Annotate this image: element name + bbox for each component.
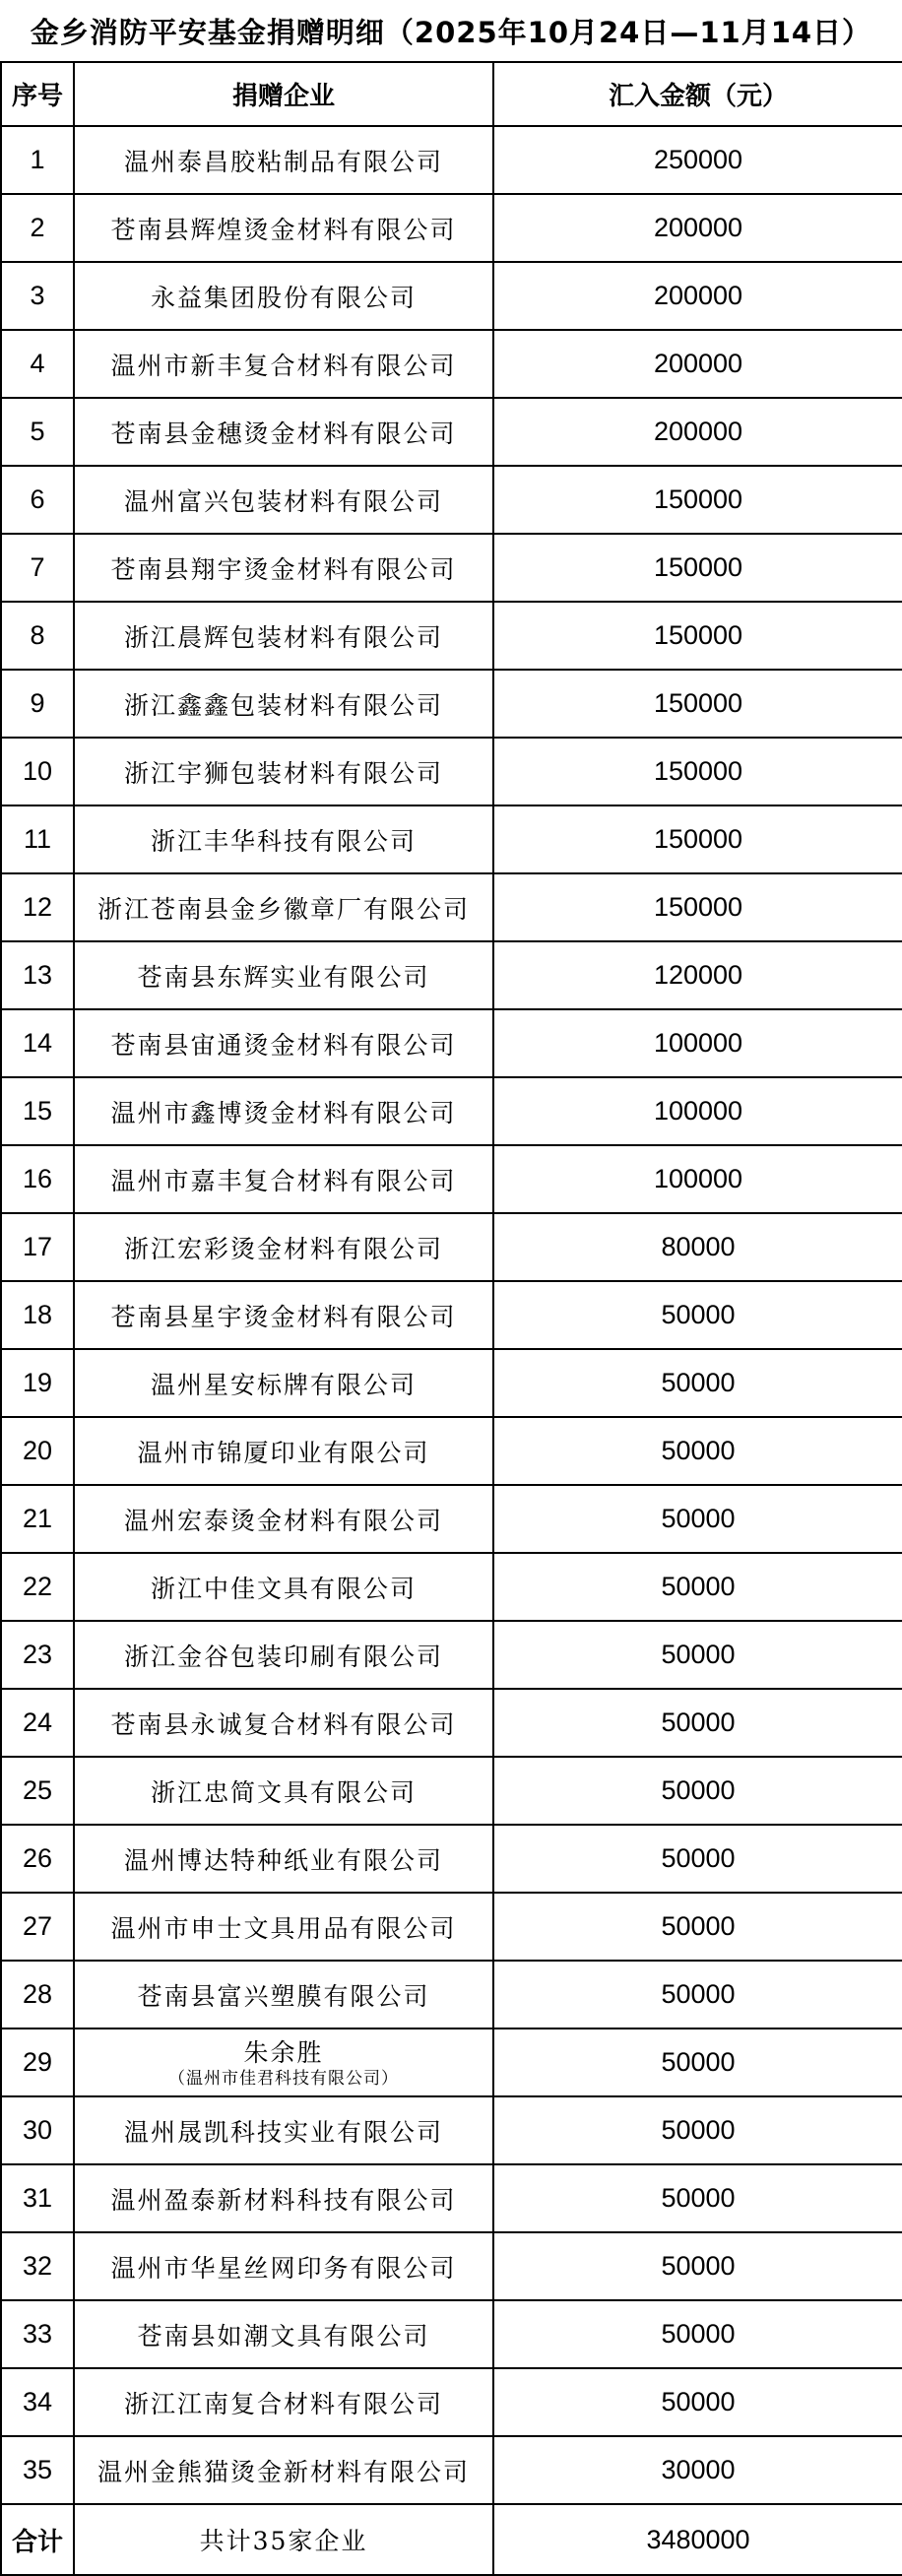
row-index: 18 bbox=[1, 1281, 74, 1349]
header-company: 捐赠企业 bbox=[74, 62, 493, 126]
table-row bbox=[1, 330, 902, 398]
table-row bbox=[1, 1281, 902, 1349]
row-index: 2 bbox=[1, 194, 74, 262]
row-company-name: 朱余胜 bbox=[243, 2037, 324, 2067]
row-company: 温州晟凯科技实业有限公司 bbox=[74, 2096, 493, 2164]
table-row bbox=[1, 805, 902, 873]
row-amount: 200000 bbox=[493, 330, 902, 398]
table-header-row bbox=[1, 62, 902, 126]
row-company: 浙江鑫鑫包装材料有限公司 bbox=[74, 670, 493, 738]
table-row bbox=[1, 1009, 902, 1077]
table-row bbox=[1, 1077, 902, 1145]
table-row bbox=[1, 126, 902, 194]
row-amount: 150000 bbox=[493, 466, 902, 534]
table-row bbox=[1, 1825, 902, 1893]
row-index: 25 bbox=[1, 1757, 74, 1825]
row-amount: 150000 bbox=[493, 805, 902, 873]
row-amount: 150000 bbox=[493, 670, 902, 738]
row-index: 22 bbox=[1, 1553, 74, 1621]
row-amount: 150000 bbox=[493, 873, 902, 941]
row-amount: 100000 bbox=[493, 1145, 902, 1213]
row-index: 13 bbox=[1, 941, 74, 1009]
table-row bbox=[1, 738, 902, 805]
row-amount: 50000 bbox=[493, 2368, 902, 2436]
table-row bbox=[1, 670, 902, 738]
row-index: 6 bbox=[1, 466, 74, 534]
row-amount: 50000 bbox=[493, 2096, 902, 2164]
total-label: 合计 bbox=[1, 2504, 74, 2575]
row-amount: 80000 bbox=[493, 1213, 902, 1281]
row-amount: 100000 bbox=[493, 1009, 902, 1077]
table-row bbox=[1, 1145, 902, 1213]
table-row bbox=[1, 1961, 902, 2029]
row-index: 32 bbox=[1, 2232, 74, 2300]
table-row bbox=[1, 941, 902, 1009]
row-company: 温州博达特种纸业有限公司 bbox=[74, 1825, 493, 1893]
table-row bbox=[1, 2096, 902, 2164]
row-index: 26 bbox=[1, 1825, 74, 1893]
row-index: 21 bbox=[1, 1485, 74, 1553]
row-amount: 150000 bbox=[493, 738, 902, 805]
row-company: 苍南县金穗烫金材料有限公司 bbox=[74, 398, 493, 466]
row-index: 10 bbox=[1, 738, 74, 805]
row-amount: 50000 bbox=[493, 1417, 902, 1485]
row-company: 温州泰昌胶粘制品有限公司 bbox=[74, 126, 493, 194]
row-index: 33 bbox=[1, 2300, 74, 2368]
row-index: 5 bbox=[1, 398, 74, 466]
table-row bbox=[1, 1621, 902, 1689]
row-index: 30 bbox=[1, 2096, 74, 2164]
row-company: 温州宏泰烫金材料有限公司 bbox=[74, 1485, 493, 1553]
row-amount: 200000 bbox=[493, 262, 902, 330]
row-index: 34 bbox=[1, 2368, 74, 2436]
total-company-count: 共计35家企业 bbox=[74, 2504, 493, 2575]
table-row bbox=[1, 1213, 902, 1281]
table-row bbox=[1, 1553, 902, 1621]
row-index: 15 bbox=[1, 1077, 74, 1145]
table-row bbox=[1, 2368, 902, 2436]
row-amount: 50000 bbox=[493, 1961, 902, 2029]
total-amount: 3480000 bbox=[493, 2504, 902, 2575]
row-company: 浙江宇狮包装材料有限公司 bbox=[74, 738, 493, 805]
row-company: 苍南县东辉实业有限公司 bbox=[74, 941, 493, 1009]
header-index: 序号 bbox=[1, 62, 74, 126]
row-company: 温州市锦厦印业有限公司 bbox=[74, 1417, 493, 1485]
row-index: 4 bbox=[1, 330, 74, 398]
row-amount: 50000 bbox=[493, 1825, 902, 1893]
table-body bbox=[1, 126, 902, 2504]
table-row bbox=[1, 1485, 902, 1553]
row-company: 温州市嘉丰复合材料有限公司 bbox=[74, 1145, 493, 1213]
row-company: 温州市申士文具用品有限公司 bbox=[74, 1893, 493, 1961]
table-row bbox=[1, 466, 902, 534]
row-index: 14 bbox=[1, 1009, 74, 1077]
page-title: 金乡消防平安基金捐赠明细（2025年10月24日—11月14日） bbox=[30, 16, 872, 49]
row-amount: 50000 bbox=[493, 2029, 902, 2096]
row-company bbox=[74, 2029, 493, 2096]
row-company: 苍南县宙通烫金材料有限公司 bbox=[74, 1009, 493, 1077]
table-row bbox=[1, 2029, 902, 2096]
table-row bbox=[1, 398, 902, 466]
row-index: 8 bbox=[1, 602, 74, 670]
table-row bbox=[1, 602, 902, 670]
table-row bbox=[1, 2164, 902, 2232]
row-company: 永益集团股份有限公司 bbox=[74, 262, 493, 330]
row-amount: 50000 bbox=[493, 1893, 902, 1961]
row-company: 浙江宏彩烫金材料有限公司 bbox=[74, 1213, 493, 1281]
row-company: 浙江苍南县金乡徽章厂有限公司 bbox=[74, 873, 493, 941]
row-company: 苍南县富兴塑膜有限公司 bbox=[74, 1961, 493, 2029]
table-row bbox=[1, 2436, 902, 2504]
row-amount: 50000 bbox=[493, 1485, 902, 1553]
table-row bbox=[1, 1893, 902, 1961]
row-company: 浙江江南复合材料有限公司 bbox=[74, 2368, 493, 2436]
row-index: 16 bbox=[1, 1145, 74, 1213]
row-amount: 50000 bbox=[493, 2300, 902, 2368]
row-company: 温州市华星丝网印务有限公司 bbox=[74, 2232, 493, 2300]
row-index: 1 bbox=[1, 126, 74, 194]
row-amount: 50000 bbox=[493, 1689, 902, 1757]
table-row bbox=[1, 2232, 902, 2300]
table-row bbox=[1, 1349, 902, 1417]
table-row bbox=[1, 873, 902, 941]
row-company: 苍南县如潮文具有限公司 bbox=[74, 2300, 493, 2368]
row-amount: 150000 bbox=[493, 602, 902, 670]
row-amount: 50000 bbox=[493, 1281, 902, 1349]
row-index: 3 bbox=[1, 262, 74, 330]
row-index: 29 bbox=[1, 2029, 74, 2096]
header-amount: 汇入金额（元） bbox=[493, 62, 902, 126]
table-row bbox=[1, 194, 902, 262]
row-amount: 50000 bbox=[493, 1757, 902, 1825]
row-company: 苍南县翔宇烫金材料有限公司 bbox=[74, 534, 493, 602]
table-row bbox=[1, 1689, 902, 1757]
row-amount: 250000 bbox=[493, 126, 902, 194]
row-amount: 50000 bbox=[493, 2232, 902, 2300]
row-amount: 200000 bbox=[493, 194, 902, 262]
row-index: 24 bbox=[1, 1689, 74, 1757]
row-company: 温州金熊猫烫金新材料有限公司 bbox=[74, 2436, 493, 2504]
row-company: 温州市鑫博烫金材料有限公司 bbox=[74, 1077, 493, 1145]
row-amount: 50000 bbox=[493, 1553, 902, 1621]
row-company: 浙江丰华科技有限公司 bbox=[74, 805, 493, 873]
row-index: 19 bbox=[1, 1349, 74, 1417]
table-row bbox=[1, 534, 902, 602]
row-company: 浙江金谷包装印刷有限公司 bbox=[74, 1621, 493, 1689]
row-amount: 120000 bbox=[493, 941, 902, 1009]
row-index: 23 bbox=[1, 1621, 74, 1689]
row-company: 浙江中佳文具有限公司 bbox=[74, 1553, 493, 1621]
row-company: 温州富兴包装材料有限公司 bbox=[74, 466, 493, 534]
table-row bbox=[1, 1417, 902, 1485]
row-index: 17 bbox=[1, 1213, 74, 1281]
row-amount: 50000 bbox=[493, 1621, 902, 1689]
table-row bbox=[1, 262, 902, 330]
table-row bbox=[1, 2300, 902, 2368]
row-company: 苍南县辉煌烫金材料有限公司 bbox=[74, 194, 493, 262]
row-index: 31 bbox=[1, 2164, 74, 2232]
row-amount: 200000 bbox=[493, 398, 902, 466]
row-company: 浙江晨辉包装材料有限公司 bbox=[74, 602, 493, 670]
row-amount: 30000 bbox=[493, 2436, 902, 2504]
row-company: 温州盈泰新材料科技有限公司 bbox=[74, 2164, 493, 2232]
row-index: 35 bbox=[1, 2436, 74, 2504]
total-row bbox=[1, 2504, 902, 2575]
row-amount: 50000 bbox=[493, 2164, 902, 2232]
table-row bbox=[1, 1757, 902, 1825]
row-company: 苍南县星宇烫金材料有限公司 bbox=[74, 1281, 493, 1349]
row-company: 温州市新丰复合材料有限公司 bbox=[74, 330, 493, 398]
row-company: 苍南县永诚复合材料有限公司 bbox=[74, 1689, 493, 1757]
row-company: 浙江忠简文具有限公司 bbox=[74, 1757, 493, 1825]
row-index: 20 bbox=[1, 1417, 74, 1485]
row-index: 7 bbox=[1, 534, 74, 602]
row-amount: 100000 bbox=[493, 1077, 902, 1145]
row-index: 28 bbox=[1, 1961, 74, 2029]
row-amount: 150000 bbox=[493, 534, 902, 602]
row-index: 12 bbox=[1, 873, 74, 941]
donation-table bbox=[0, 61, 902, 2576]
row-index: 11 bbox=[1, 805, 74, 873]
row-company-note: （温州市佳君科技有限公司） bbox=[168, 2068, 399, 2089]
row-amount: 50000 bbox=[493, 1349, 902, 1417]
row-index: 27 bbox=[1, 1893, 74, 1961]
row-index: 9 bbox=[1, 670, 74, 738]
row-company: 温州星安标牌有限公司 bbox=[74, 1349, 493, 1417]
